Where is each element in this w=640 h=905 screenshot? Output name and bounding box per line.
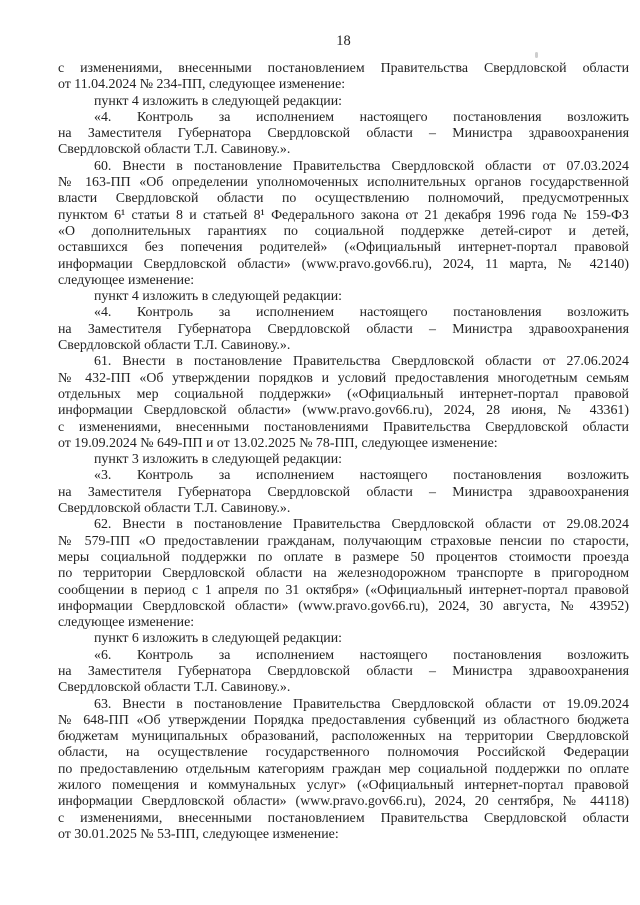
paragraph (58, 354, 629, 452)
text-line: на Заместителя Губернатора Свердловской области – Министра здравоохранения (58, 484, 629, 500)
text-line: 62. Внести в постановление Правительства Свердловской области от 29.08.2024 (94, 517, 629, 533)
text-line: сообщении в период с 1 апреля по 31 октября» («Официальный интернет-портал правовой (58, 582, 629, 598)
text-line: от 19.09.2024 № 649-ПП и от 13.02.2025 № 78-ПП, следующее изменение: (58, 435, 498, 451)
text-line: 63. Внести в постановление Правительства Свердловской области от 19.09.2024 (94, 696, 629, 712)
text-line: на Заместителя Губернатора Свердловской области – Министра здравоохранения (58, 126, 629, 142)
text-line: «4. Контроль за исполнением настоящего постановления возложить (94, 305, 629, 321)
text-line: власти Свердловской области по осуществлению полномочий, предусмотренных (58, 191, 629, 207)
page-number: 18 (336, 33, 351, 49)
text-line: информации Свердловской области» (www.pravo.gov66.ru), 2024, 11 марта, № 42140) (58, 256, 629, 272)
text-line: информации Свердловской области» (www.pravo.gov66.ru), 2024, 30 августа, № 43952) (58, 598, 629, 614)
text-line: № 579-ПП «О предоставлении гражданам, получающим страховые пенсии по старости, (58, 533, 629, 549)
text-line: пункт 3 изложить в следующей редакции: (94, 452, 343, 468)
text-line: следующее изменение: (58, 615, 195, 631)
text-line: с изменениями, внесенными постановлением Правительства Свердловской области (58, 61, 629, 76)
text-line: пункт 6 изложить в следующей редакции: (94, 631, 343, 647)
text-line: на Заместителя Губернатора Свердловской области – Министра здравоохранения (58, 321, 629, 337)
text-line: № 432-ПП «Об утверждении порядков и условий предоставления многодетным семьям (58, 370, 629, 386)
paragraph (58, 159, 629, 289)
text-line: по предоставлению отдельным категориям граждан мер социальной поддержки по оплате (58, 761, 629, 777)
paragraph (58, 517, 629, 631)
text-line: Свердловской области Т.Л. Савинову.». (58, 501, 291, 517)
paragraph (58, 110, 629, 159)
text-line: пункт 4 изложить в следующей редакции: (94, 289, 343, 305)
document-body (58, 61, 629, 843)
text-line: следующее изменение: (58, 272, 195, 288)
paragraph (58, 61, 629, 94)
text-line: 61. Внести в постановление Правительства Свердловской области от 27.06.2024 (94, 354, 629, 370)
paragraph (58, 468, 629, 517)
text-line: информации Свердловской области» (www.pravo.gov66.ru), 2024, 28 июня, № 43361) (58, 403, 629, 419)
text-line: Свердловской области Т.Л. Савинову.». (58, 338, 291, 354)
text-line: 60. Внести в постановление Правительства Свердловской области от 07.03.2024 (94, 158, 629, 174)
text-line: с изменениями, внесенными постановлениями Правительства Свердловской области (58, 419, 629, 435)
text-line: информации Свердловской области» (www.pravo.gov66.ru), 2024, 20 сентября, № 44118) (58, 794, 629, 810)
paragraph (58, 631, 629, 647)
text-line: Свердловской области Т.Л. Савинову.». (58, 680, 291, 696)
text-line: от 30.01.2025 № 53-ПП, следующее изменение: (58, 826, 339, 842)
scan-artifact-speck (535, 52, 538, 58)
paragraph (58, 452, 629, 468)
text-line: по территории Свердловской области на железнодорожном транспорте в пригородном (58, 566, 629, 582)
text-line: Свердловской области Т.Л. Савинову.». (58, 142, 291, 158)
paragraph (58, 289, 629, 305)
text-line: № 648-ПП «Об утверждении Порядка предоставления субвенций из областного бюджета (58, 712, 629, 728)
text-line: отдельных мер социальной поддержки» («Официальный интернет-портал правовой (58, 386, 629, 402)
text-line: меры социальной поддержки по оплате в размере 50 процентов стоимости проезда (58, 549, 629, 565)
text-line: «3. Контроль за исполнением настоящего постановления возложить (94, 468, 629, 484)
text-line: на Заместителя Губернатора Свердловской области – Министра здравоохранения (58, 663, 629, 679)
text-line: пунктом 6¹ статьи 8 и статьей 8¹ Федерального закона от 21 декабря 1996 года № 159-ФЗ (58, 207, 629, 223)
text-line: с изменениями, внесенными постановлением Правительства Свердловской области (58, 810, 629, 826)
text-line: пункт 4 изложить в следующей редакции: (94, 93, 343, 109)
text-line: «4. Контроль за исполнением настоящего постановления возложить (94, 109, 629, 125)
text-line: оставшихся без попечения родителей» («Официальный интернет-портал правовой (58, 240, 629, 256)
text-line: № 163-ПП «Об определении уполномоченных исполнительных органов государственной (58, 175, 629, 191)
text-line: области, на осуществление государственного полномочия Российской Федерации (58, 745, 629, 761)
text-line: от 11.04.2024 № 234-ПП, следующее изменение: (58, 77, 346, 93)
text-line: бюджетам муниципальных образований, расположенных на территории Свердловской (58, 729, 629, 745)
text-line: жилого помещения и коммунальных услуг» («Официальный интернет-портал правовой (58, 778, 629, 794)
text-line: «О дополнительных гарантиях по социальной поддержке детей-сирот и детей, (58, 223, 629, 239)
paragraph (58, 697, 629, 844)
text-line: «6. Контроль за исполнением настоящего постановления возложить (94, 647, 629, 663)
paragraph (58, 648, 629, 697)
paragraph (58, 94, 629, 110)
paragraph (58, 305, 629, 354)
